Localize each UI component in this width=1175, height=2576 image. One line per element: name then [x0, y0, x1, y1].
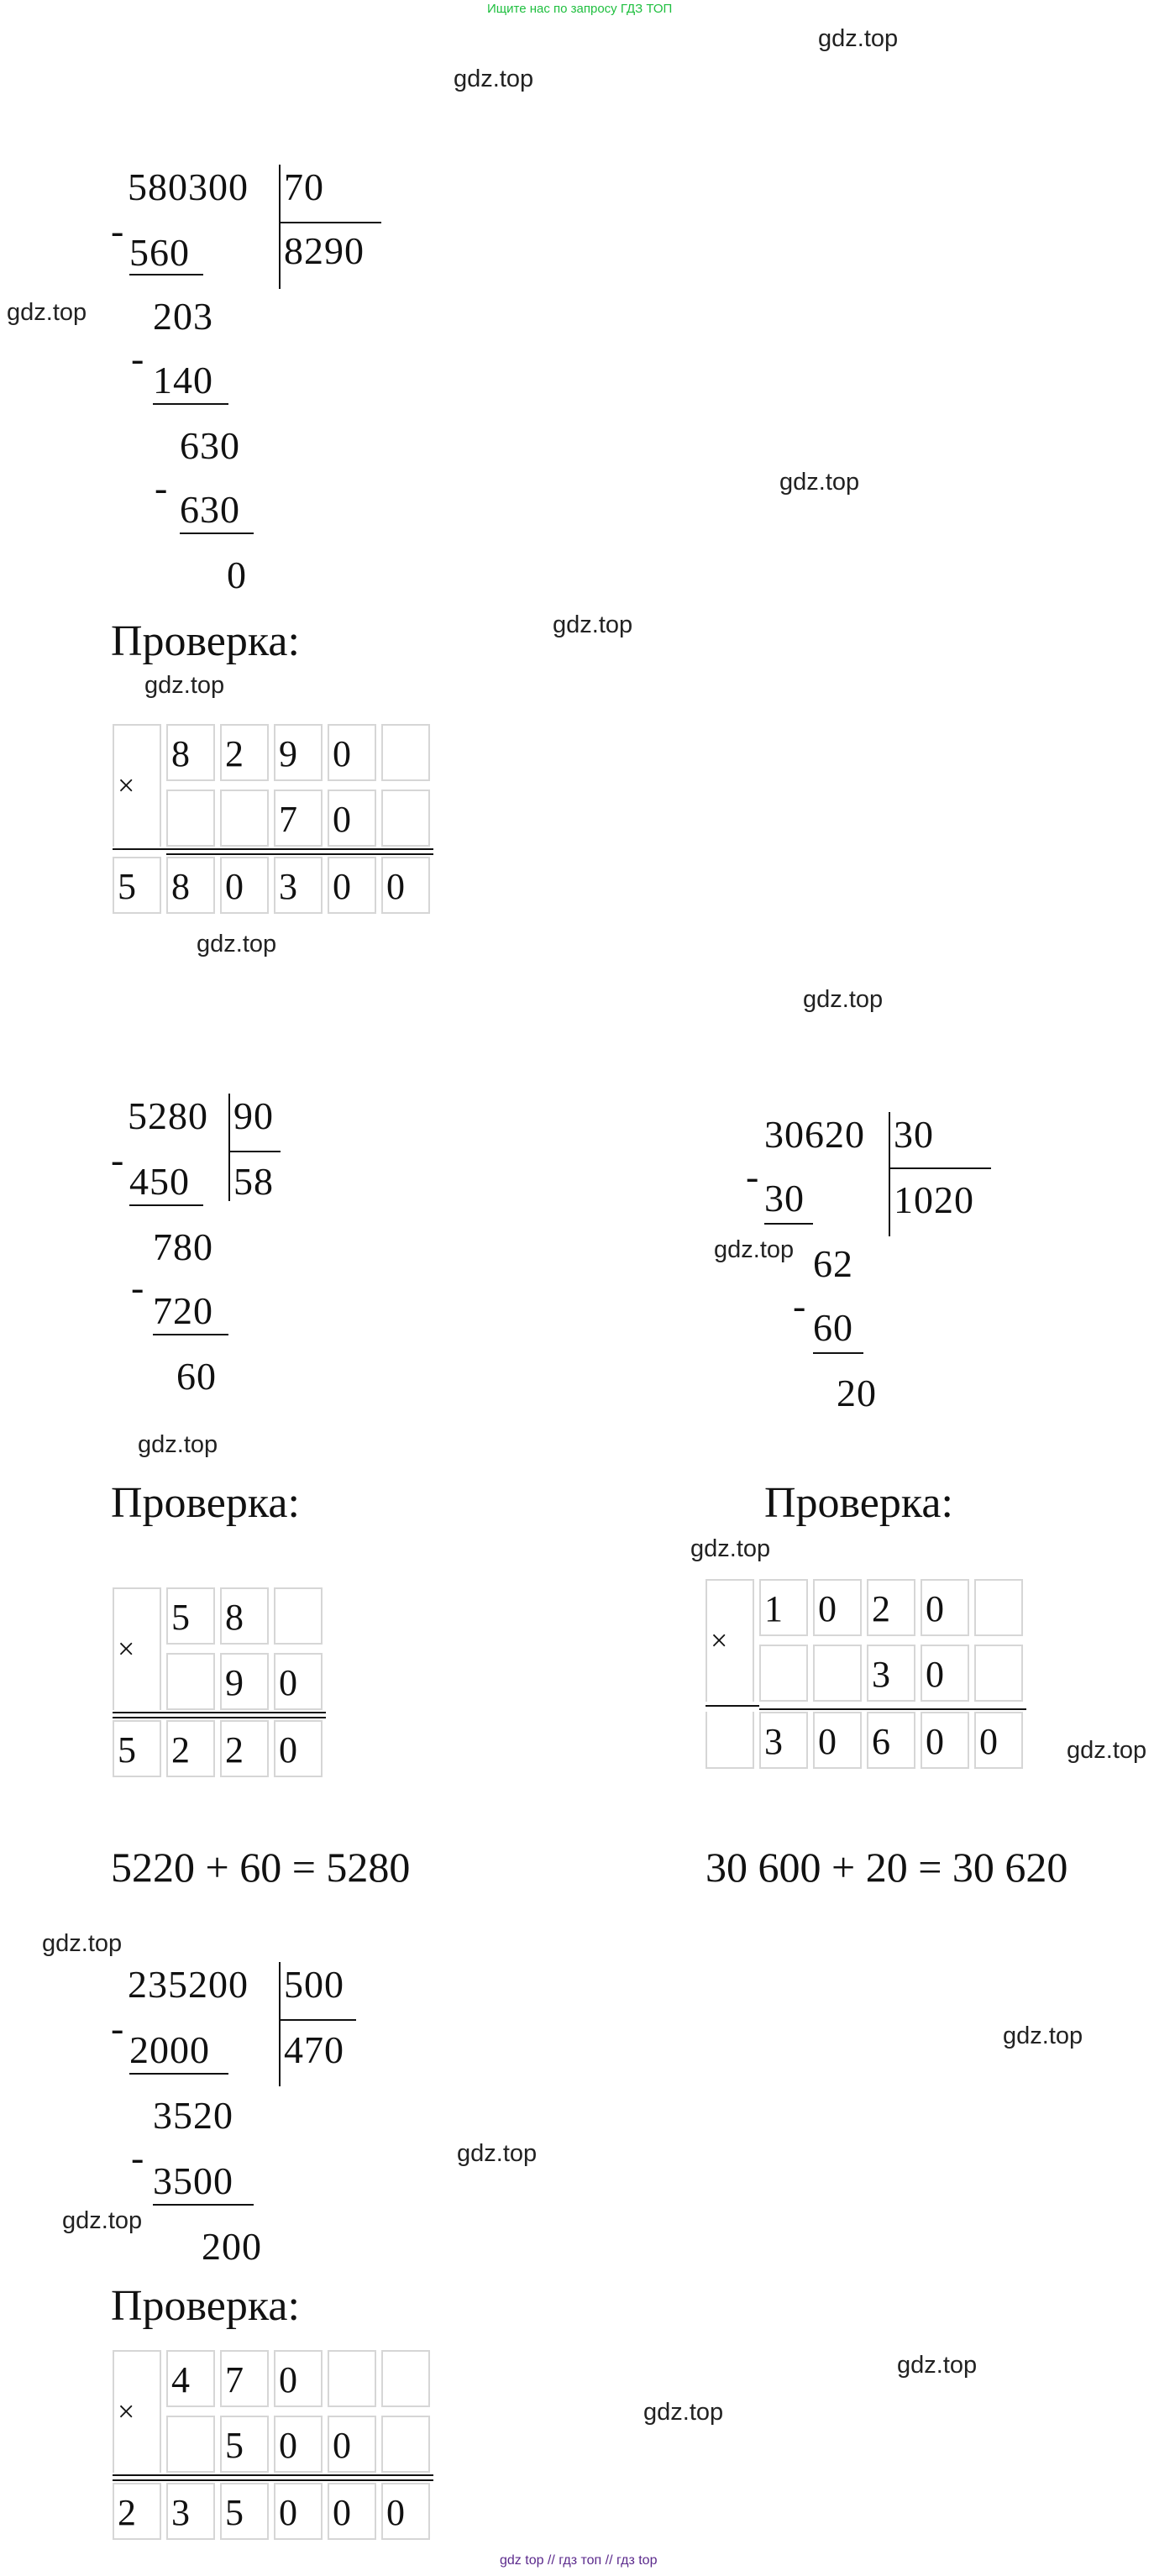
- grid-cell: [813, 1645, 862, 1702]
- grid-cell: 0: [274, 2483, 323, 2540]
- step-subtrahend: 2000: [129, 2028, 210, 2071]
- grid-cell: 2: [867, 1579, 915, 1636]
- quotient: 470: [284, 2028, 344, 2071]
- grid-cell: [974, 1645, 1023, 1702]
- divider-line: [813, 1352, 863, 1354]
- watermark: gdz.top: [1067, 1737, 1147, 1764]
- watermark: gdz.top: [454, 66, 534, 92]
- final-remainder: 200: [202, 2225, 262, 2268]
- grid-cell: [381, 790, 430, 847]
- dividend: 580300: [128, 165, 249, 208]
- divider-line: [113, 2479, 433, 2481]
- divider-line: [113, 1712, 326, 1713]
- grid-cell: 0: [921, 1712, 969, 1769]
- divider-line: [113, 2474, 433, 2476]
- grid-cell: 3: [867, 1645, 915, 1702]
- minus-sign: -: [746, 1155, 759, 1198]
- watermark: gdz.top: [643, 2399, 724, 2426]
- step-subtrahend: 3500: [153, 2159, 233, 2202]
- grid-cell: 8: [166, 857, 215, 914]
- grid-cell: 0: [274, 1653, 323, 1710]
- grid-cell: [706, 1712, 754, 1769]
- check-title: Проверка:: [111, 1479, 300, 1527]
- divider-line: [129, 1204, 203, 1206]
- grid-cell: 0: [381, 857, 430, 914]
- step-remainder: 780: [153, 1225, 213, 1268]
- grid-cell: 5: [113, 857, 161, 914]
- step-remainder: 3520: [153, 2094, 233, 2137]
- step-subtrahend: 30: [764, 1177, 805, 1220]
- divider-line: [153, 403, 228, 405]
- divider-line: [180, 533, 254, 534]
- grid-cell: 0: [328, 2416, 376, 2473]
- grid-cell: 5: [220, 2483, 269, 2540]
- grid-cell: 0: [220, 857, 269, 914]
- grid-cell: 1: [759, 1579, 808, 1636]
- final-remainder: 20: [837, 1372, 877, 1414]
- grid-cell: [328, 2350, 376, 2407]
- grid-cell: 0: [274, 1720, 323, 1777]
- grid-cell: 2: [166, 1720, 215, 1777]
- minus-sign: -: [111, 2007, 124, 2049]
- step-subtrahend: 450: [129, 1160, 190, 1203]
- footer-links[interactable]: gdz top // гдз топ // гдз top: [500, 2553, 658, 2568]
- grid-cell: 0: [813, 1579, 862, 1636]
- final-remainder: 60: [176, 1355, 217, 1398]
- grid-cell: [759, 1645, 808, 1702]
- divider-line: [228, 1094, 230, 1201]
- grid-cell: [381, 2416, 430, 2473]
- grid-cell: 2: [220, 724, 269, 781]
- divider-line: [230, 1151, 281, 1152]
- watermark: gdz.top: [42, 1930, 123, 1957]
- divider-line: [281, 2019, 356, 2021]
- grid-cell: 3: [274, 857, 323, 914]
- watermark: gdz.top: [197, 931, 277, 957]
- times-sign: ×: [118, 769, 135, 802]
- minus-sign: -: [793, 1284, 806, 1327]
- divider-line: [153, 2204, 254, 2206]
- step-subtrahend: 560: [129, 231, 190, 274]
- grid-cell: [381, 724, 430, 781]
- check-title: Проверка:: [111, 2282, 300, 2330]
- times-sign: ×: [118, 2395, 135, 2428]
- grid-cell: 5: [113, 1720, 161, 1777]
- times-sign: ×: [711, 1624, 728, 1657]
- grid-cell: 0: [274, 2350, 323, 2407]
- grid-cell: [166, 1653, 215, 1710]
- verification-equation: 5220 + 60 = 5280: [111, 1844, 411, 1891]
- divider-line: [113, 1717, 326, 1718]
- search-banner[interactable]: Ищите нас по запросу ГДЗ ТОП: [487, 2, 673, 16]
- watermark: gdz.top: [690, 1535, 771, 1562]
- watermark: gdz.top: [62, 2207, 143, 2234]
- grid-cell: 2: [220, 1720, 269, 1777]
- grid-cell: 0: [274, 2416, 323, 2473]
- divider-line: [890, 1167, 991, 1169]
- grid-cell: 3: [166, 2483, 215, 2540]
- grid-cell: [166, 2416, 215, 2473]
- grid-cell: 8: [220, 1587, 269, 1645]
- divisor: 500: [284, 1963, 344, 2006]
- watermark: gdz.top: [7, 299, 87, 326]
- quotient: 1020: [894, 1178, 974, 1221]
- divider-line: [706, 1705, 759, 1707]
- minus-sign: -: [131, 2136, 144, 2179]
- divider-line: [764, 1223, 813, 1225]
- watermark: gdz.top: [714, 1236, 795, 1263]
- grid-cell: 0: [381, 2483, 430, 2540]
- divider-line: [153, 1334, 228, 1335]
- grid-cell: 7: [274, 790, 323, 847]
- watermark: gdz.top: [138, 1431, 218, 1458]
- check-title: Проверка:: [764, 1479, 953, 1527]
- divider-line: [279, 1962, 281, 2086]
- grid-cell: 0: [921, 1579, 969, 1636]
- dividend: 235200: [128, 1963, 249, 2006]
- divisor: 30: [894, 1113, 934, 1156]
- grid-cell: 9: [274, 724, 323, 781]
- minus-sign: -: [131, 1266, 144, 1309]
- watermark: gdz.top: [457, 2140, 538, 2167]
- watermark: gdz.top: [818, 25, 899, 52]
- dividend: 30620: [764, 1113, 865, 1156]
- grid-cell: [220, 790, 269, 847]
- quotient: 8290: [284, 229, 365, 272]
- watermark: gdz.top: [803, 986, 884, 1013]
- check-title: Проверка:: [111, 617, 300, 665]
- times-sign: ×: [118, 1632, 135, 1666]
- grid-cell: 6: [867, 1712, 915, 1769]
- divider-line: [279, 165, 281, 289]
- step-subtrahend: 630: [180, 488, 240, 531]
- grid-cell: 5: [166, 1587, 215, 1645]
- watermark: gdz.top: [897, 2352, 978, 2379]
- grid-cell: 4: [166, 2350, 215, 2407]
- final-remainder: 0: [227, 553, 247, 596]
- grid-cell: 0: [328, 724, 376, 781]
- minus-sign: -: [111, 1138, 124, 1181]
- watermark: gdz.top: [779, 469, 860, 496]
- grid-cell: 0: [328, 790, 376, 847]
- grid-cell: 2: [113, 2483, 161, 2540]
- divider-line: [889, 1112, 890, 1236]
- divisor: 70: [284, 165, 324, 208]
- divider-line: [113, 848, 433, 850]
- grid-cell: 0: [813, 1712, 862, 1769]
- grid-cell: 0: [921, 1645, 969, 1702]
- grid-cell: 8: [166, 724, 215, 781]
- minus-sign: -: [155, 466, 168, 509]
- grid-cell: [974, 1579, 1023, 1636]
- grid-cell: [166, 790, 215, 847]
- grid-cell: 9: [220, 1653, 269, 1710]
- dividend: 5280: [128, 1094, 208, 1137]
- step-subtrahend: 140: [153, 359, 213, 401]
- grid-cell: [274, 1587, 323, 1645]
- watermark: gdz.top: [553, 611, 633, 638]
- grid-cell: [381, 2350, 430, 2407]
- grid-cell: 0: [328, 2483, 376, 2540]
- grid-cell: 7: [220, 2350, 269, 2407]
- divisor: 90: [233, 1094, 274, 1137]
- minus-sign: -: [111, 209, 124, 252]
- divider-line: [759, 1708, 1026, 1710]
- divider-line: [129, 2073, 228, 2075]
- step-remainder: 62: [813, 1242, 853, 1285]
- watermark: gdz.top: [1003, 2023, 1083, 2049]
- divider-line: [166, 853, 433, 855]
- grid-cell: 5: [220, 2416, 269, 2473]
- step-remainder: 203: [153, 295, 213, 338]
- grid-cell: 3: [759, 1712, 808, 1769]
- step-remainder: 630: [180, 424, 240, 467]
- step-subtrahend: 60: [813, 1306, 853, 1349]
- step-subtrahend: 720: [153, 1289, 213, 1332]
- quotient: 58: [233, 1160, 274, 1203]
- grid-cell: 0: [328, 857, 376, 914]
- grid-cell: 0: [974, 1712, 1023, 1769]
- watermark: gdz.top: [144, 672, 225, 699]
- divider-line: [129, 274, 203, 275]
- minus-sign: -: [131, 337, 144, 380]
- verification-equation: 30 600 + 20 = 30 620: [706, 1844, 1068, 1891]
- divider-line: [281, 222, 381, 223]
